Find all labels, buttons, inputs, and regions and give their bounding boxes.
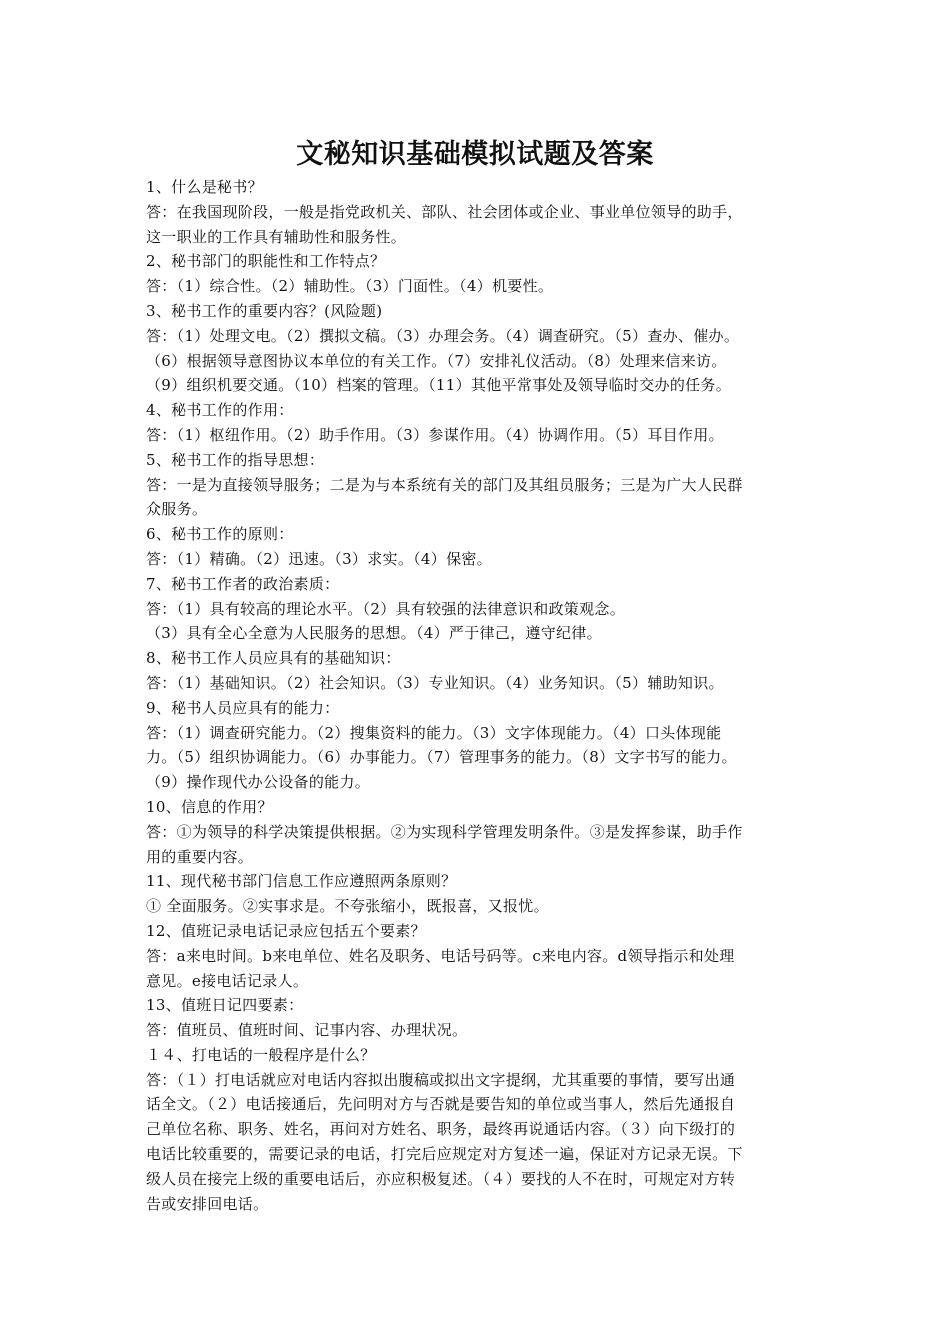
- text-line: （6）根据领导意图协议本单位的有关工作。（7）安排礼仪活动。（8）处理来信来访。: [146, 351, 727, 370]
- text-line: 级人员在接完上级的重要电话后，亦应积极复述。（４）要找的人不在时，可规定对方转: [146, 1169, 736, 1188]
- text-line: 答：①为领导的科学决策提供根据。②为实现科学管理发明条件。③是发挥参谋，助手作: [146, 822, 743, 841]
- text-line: 这一职业的工作具有辅助性和服务性。: [146, 227, 407, 246]
- text-line: 力。（5）组织协调能力。（6）办事能力。（7）管理事务的能力。（8）文字书写的能力。: [146, 748, 737, 767]
- text-line: 11、现代秘书部门信息工作应遵照两条原则？: [146, 872, 457, 891]
- text-line: 答：（1）调查研究能力。（2）搜集资料的能力。（3）文字体现能力。（4）口头体现能: [146, 723, 722, 742]
- text-line: 答：（1）处理文电。（2）撰拟文稿。（3）办理会务。（4）调查研究。（5）查办、催办。: [146, 326, 740, 345]
- text-line: 答：（1）枢纽作用。（2）助手作用。（3）参谋作用。（4）协调作用。（5）耳目作用。: [146, 425, 724, 444]
- text-line: 众服务。: [146, 500, 208, 519]
- text-line: （9）组织机要交通。（10）档案的管理。（11）其他平常事处及领导临时交办的任务。: [146, 376, 732, 395]
- document-title: 文秘知识基础模拟试题及答案: [296, 139, 654, 170]
- text-line: １４、打电话的一般程序是什么？: [146, 1045, 376, 1064]
- text-line: 答：（1）精确。（2）迅速。（3）求实。（4）保密。: [146, 549, 492, 568]
- text-line: 意见。e接电话记录人。: [146, 971, 309, 990]
- text-line: 电话比较重要的，需要记录的电话，打完后应规定对方复述一遍，保证对方记录无误。下: [146, 1145, 743, 1164]
- text-line: 答：（1）具有较高的理论水平。（2）具有较强的法律意识和政策观念。: [146, 599, 625, 618]
- text-line: 答：在我国现阶段，一般是指党政机关、部队、社会团体或企业、事业单位领导的助手，: [146, 202, 743, 221]
- text-line: （3）具有全心全意为人民服务的思想。（4）严于律己，遵守纪律。: [146, 624, 602, 643]
- text-line: 答：a来电时间。b来电单位、姓名及职务、电话号码等。c来电内容。d领导指示和处理: [146, 946, 735, 965]
- text-line: 答：值班员、值班时间、记事内容、办理状况。: [146, 1021, 468, 1040]
- text-line: 4、秘书工作的作用：: [146, 401, 294, 420]
- text-line: 12、值班记录电话记录应包括五个要素？: [146, 921, 426, 940]
- text-line: 答：一是为直接领导服务；二是为与本系统有关的部门及其组员服务；三是为广大人民群: [146, 475, 743, 494]
- document-body: [146, 175, 826, 1216]
- text-line: 8、秘书工作人员应具有的基础知识：: [146, 649, 401, 668]
- text-line: 1、什么是秘书？: [146, 178, 263, 196]
- text-line: 10、信息的作用？: [146, 797, 273, 816]
- text-line: 3、秘书工作的重要内容？(风险题): [146, 301, 383, 320]
- text-line: 告或安排回电话。: [146, 1194, 269, 1213]
- text-line: 9、秘书人员应具有的能力：: [146, 698, 340, 717]
- text-line: 6、秘书工作的原则：: [146, 525, 294, 544]
- text-line: 用的重要内容。: [146, 847, 254, 866]
- text-line: ① 全面服务。②实事求是。不夸张缩小，既报喜，又报忧。: [146, 897, 549, 916]
- text-line: 己单位名称、职务、姓名，再问对方姓名、职务，最终再说通话内容。（３）向下级打的: [146, 1120, 736, 1139]
- text-line: 5、秘书工作的指导思想：: [146, 450, 325, 469]
- text-line: 话全文。（２）电话接通后，先问明对方与否就是要告知的单位或当事人，然后先通报自: [146, 1095, 736, 1114]
- text-line: 2、秘书部门的职能性和工作特点？: [146, 252, 386, 271]
- text-line: 答：（1）基础知识。（2）社会知识。（3）专业知识。（4）业务知识。（5）辅助知识。: [146, 673, 724, 692]
- text-line: 13、值班日记四要素：: [146, 996, 304, 1015]
- text-line: （9）操作现代办公设备的能力。: [146, 773, 371, 792]
- text-line: 答：（１）打电话就应对电话内容拟出腹稿或拟出文字提纲，尤其重要的事情，要写出通: [146, 1070, 736, 1089]
- text-line: 答：（1）综合性。（2）辅助性。（3）门面性。（4）机要性。: [146, 277, 554, 296]
- text-line: 7、秘书工作者的政治素质：: [146, 574, 340, 593]
